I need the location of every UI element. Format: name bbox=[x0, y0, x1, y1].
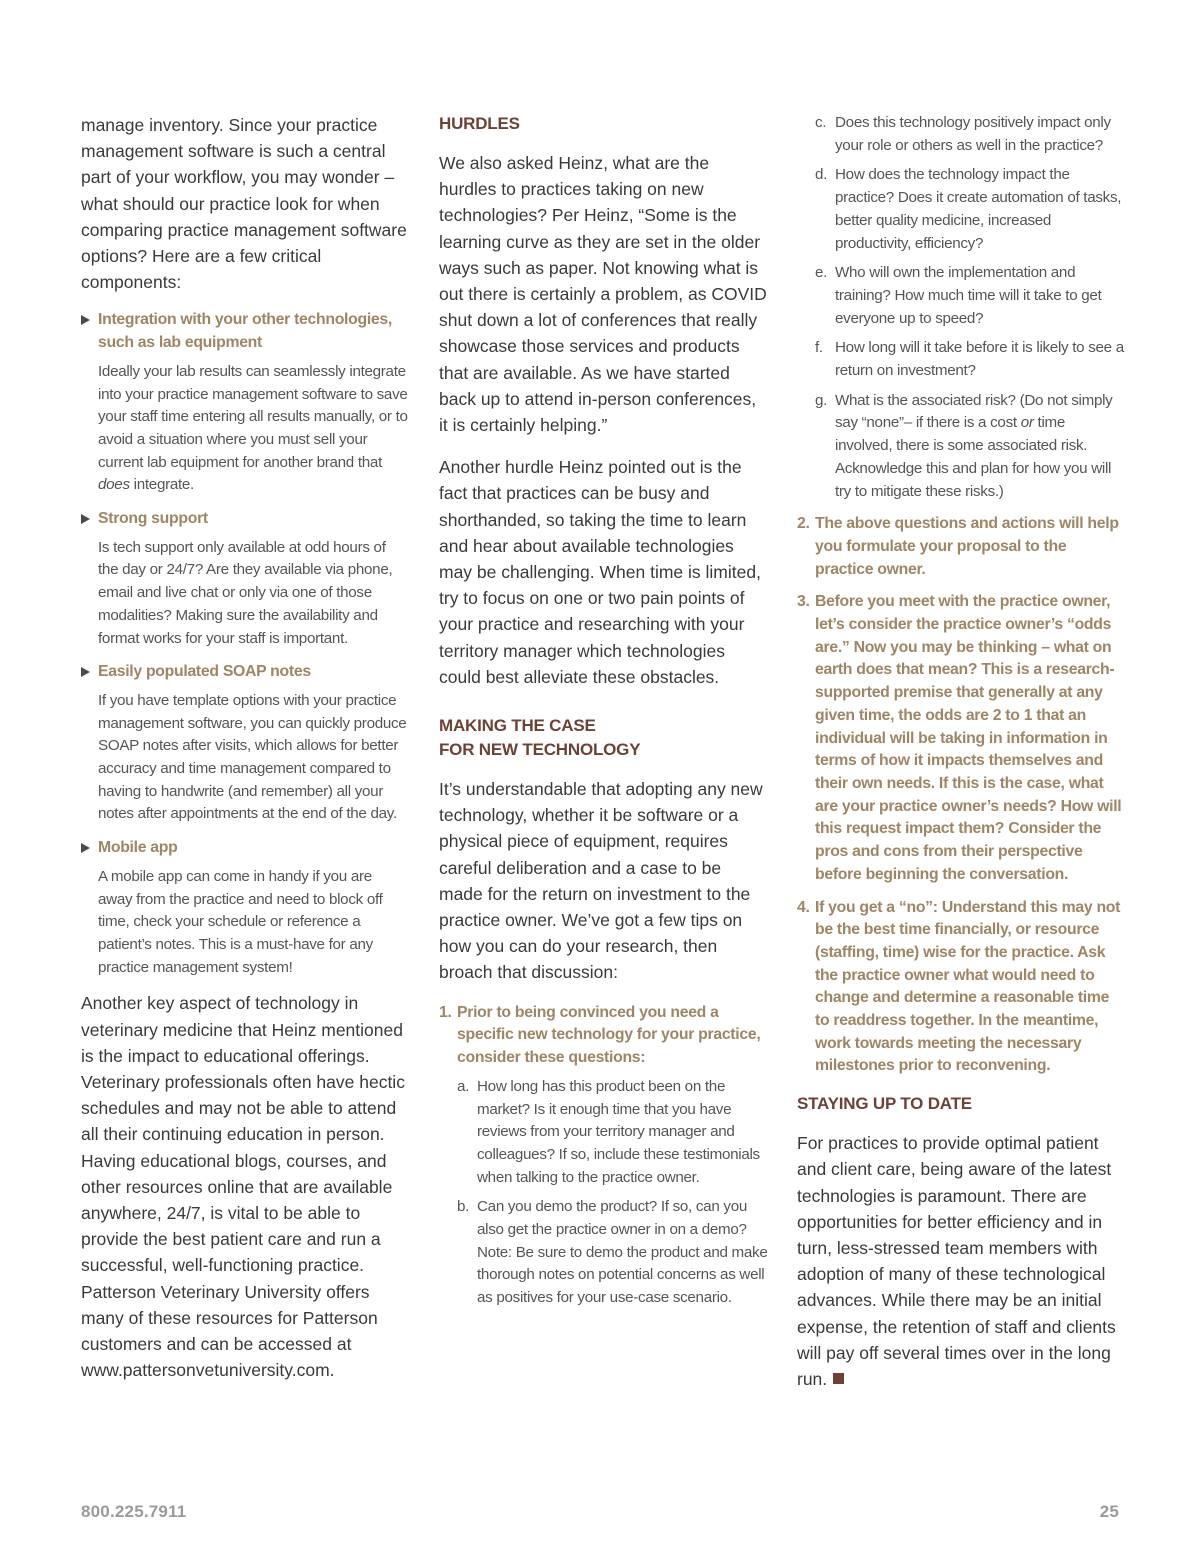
column-1 bbox=[81, 112, 409, 1399]
sub-list-item: a. How long has this product been on the market? Is it enough time that you have reviews from your territory manager and colleagues? If so, include these testimonials when talking to the practice owner. bbox=[457, 1077, 760, 1186]
list-number: 4. bbox=[797, 898, 810, 916]
end-of-article-square-icon bbox=[833, 1373, 844, 1384]
list-item bbox=[797, 591, 1125, 886]
sub-list-item: b. Can you demo the product? If so, can you also get the practice owner in on a demo? Note: Be sure to demo the product and make thorough notes on potential concerns as well as positives for your use-case scenario. bbox=[457, 1198, 768, 1307]
numbered-list-continued bbox=[797, 513, 1125, 1078]
hurdles-paragraph-2: Another hurdle Heinz pointed out is the fact that practices can be busy and shorthanded, so taking the time to learn and hear about available technologies may be challenging. When time is limited, try to focus on one or two pain points of your practice and researching with your territory manager which technologies could best alleviate these obstacles. bbox=[439, 457, 761, 687]
hurdles-paragraph-1: We also asked Heinz, what are the hurdles to practices taking on new technologies? Per Heinz, “Some is the learning curve as they are set in the older ways such as paper. Not knowing what is out there is certainly a problem, as COVID shut down a lot of conferences that really showcase those services and products that are available. As we have started back up to attend in-person conferences, it is certainly helping.” bbox=[439, 153, 767, 436]
intro-paragraph: manage inventory. Since your practice management software is such a central part of your workflow, you may wonder – what should our practice look for when comparing practice management software options? Here are a few critical components: bbox=[81, 115, 407, 293]
bullet-item bbox=[81, 309, 409, 497]
staying-up-to-date-heading: STAYING UP TO DATE bbox=[797, 1094, 972, 1114]
making-case-paragraph: It’s understandable that adopting any new technology, whether it be software or a physical piece of equipment, requires careful deliberation and a case to be made for the return on investment to the practice owner. We’ve got a few tips on how you can do your research, then broach that discussion: bbox=[439, 779, 763, 983]
list-number: 2. bbox=[797, 515, 810, 533]
list-item-text: If you get a “no”: Understand this may not be the best time financially, or resource (staffing, time) wise for the practice. Ask the practice owner what would need to change and determine a reasonable time to readdress together. In the meantime, work towards meeting the necessary milestones prior to reconvening. bbox=[815, 898, 1121, 1075]
column-3 bbox=[797, 112, 1125, 1408]
list-item-text: Prior to being convinced you need a specific new technology for your practice, consider these questions: bbox=[457, 1003, 761, 1067]
list-item-text: The above questions and actions will help you formulate your proposal to the practice owner. bbox=[815, 515, 1119, 578]
list-item-text: Before you meet with the practice owner, let’s consider the practice owner’s “odds are.” Now you may be thinking – what on earth does that mean? This is a research-supported premise that generally at any given time, the odds are 2 to 1 that an individual will be taking in information in terms of how it impacts themselves and their own needs. If this is the case, what are your practice owner’s needs? How will this request impact them? Consider the pros and cons from their perspective before beginning the conversation. bbox=[815, 593, 1122, 883]
bullet-body: Is tech support only available at odd hours of the day or 24/7? Are they available via phone, email and live chat or only via one of those modalities? Making sure the availability and format works for your staff is important. bbox=[98, 538, 393, 647]
sub-list-item: c. Does this technology positively impact only your role or others as well in the practice? bbox=[815, 114, 1111, 154]
list-item bbox=[797, 513, 1125, 581]
bullet-title: Strong support bbox=[98, 510, 208, 528]
making-case-heading: MAKING THE CASE FOR NEW TECHNOLOGY bbox=[439, 716, 641, 760]
list-item bbox=[439, 1002, 769, 1310]
footer-phone: 800.225.7911 bbox=[81, 1502, 187, 1521]
bullet-item bbox=[81, 661, 409, 826]
sub-list-item: f. How long will it take before it is likely to see a return on investment? bbox=[815, 339, 1124, 380]
triangle-bullet-icon bbox=[81, 315, 90, 325]
page-number: 25 bbox=[1099, 1502, 1119, 1521]
sub-list-continued bbox=[797, 112, 1125, 503]
triangle-bullet-icon bbox=[81, 514, 90, 524]
bullet-body: If you have template options with your practice management software, you can quickly produce SOAP notes after visits, which allows for better accuracy and time management compared to having to handwrite (and remember) all your notes after appointments at the end of the day. bbox=[98, 691, 407, 823]
staying-paragraph: For practices to provide optimal patient and client care, being aware of the latest technologies is paramount. There are opportunities for better efficiency and in turn, less-stressed team members with adoption of many of these technological advances. While there may be an initial expense, the retention of staff and clients will pay off several times over in the long run. bbox=[797, 1133, 1116, 1389]
closing-paragraph: Another key aspect of technology in veterinary medicine that Heinz mentioned is the impact to educational offerings. Veterinary professionals often have hectic schedules and may not be able to attend all their continuing education in person. Having educational blogs, courses, and other resources online that are available anywhere, 24/7, is vital to be able to provide the best patient care and run a successful, well-functioning practice. Patterson Veterinary University offers many of these resources for Patterson customers and can be accessed at www.pattersonvetuniversity.com. bbox=[81, 993, 405, 1381]
bullet-body: Ideally your lab results can seamlessly integrate into your practice management software to save your staff time entering all results manually, or to avoid a situation where you must sell your current lab equipment for another brand that does integrate. bbox=[98, 362, 408, 494]
triangle-bullet-icon bbox=[81, 843, 90, 853]
list-number: 3. bbox=[797, 593, 810, 611]
sub-list-item: d. How does the technology impact the practice? Does it create automation of tasks, better quality medicine, increased productivity, efficiency? bbox=[815, 166, 1122, 252]
sub-list-item: e. Who will own the implementation and training? How much time will it take to get everyone up to speed? bbox=[815, 264, 1102, 327]
sub-list bbox=[457, 1076, 769, 1310]
list-number: 1. bbox=[439, 1003, 452, 1021]
bullet-body: A mobile app can come in handy if you are away from the practice and need to block off time, check your schedule or reference a patient’s notes. This is a must-have for any practice management system! bbox=[98, 867, 383, 976]
bullet-title: Mobile app bbox=[98, 839, 178, 857]
bullet-item bbox=[81, 508, 409, 650]
sub-list-item: g. What is the associated risk? (Do not simply say “none”– if there is a cost or time involved, there is some associated risk. Acknowledge this and plan for how you will try to mitigate these risks.) bbox=[815, 391, 1113, 500]
triangle-bullet-icon bbox=[81, 667, 90, 677]
numbered-list bbox=[439, 1002, 769, 1310]
bullet-title: Integration with your other technologies, such as lab equipment bbox=[98, 311, 392, 352]
list-item bbox=[797, 897, 1125, 1079]
column-2 bbox=[439, 112, 769, 1324]
bullet-title: Easily populated SOAP notes bbox=[98, 663, 311, 681]
bullet-item bbox=[81, 837, 409, 979]
hurdles-heading: HURDLES bbox=[439, 114, 520, 133]
